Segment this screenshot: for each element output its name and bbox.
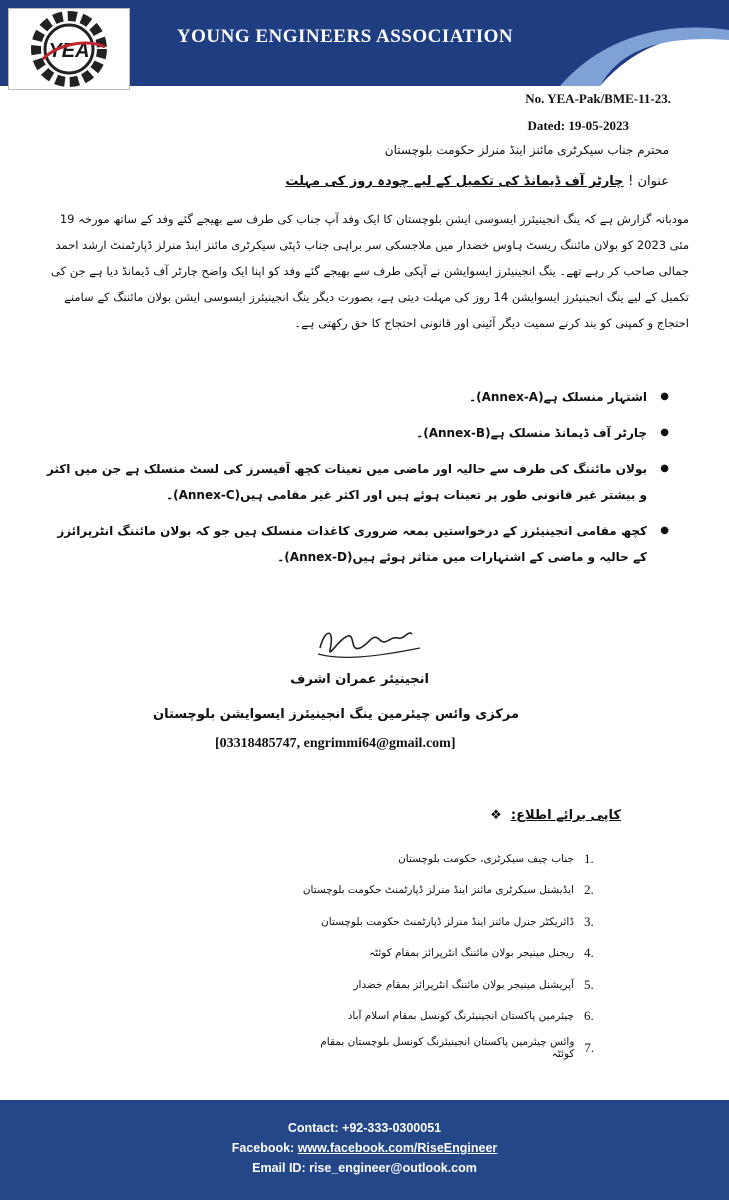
diamond-bullet-icon: ❖ (490, 808, 507, 823)
copy-item-text: وائس چیئرمین پاکستان انجینیئرنگ کونسل بلوچستان بمقام کوئٹہ (320, 1035, 575, 1060)
letter-date: Dated: 19-05-2023 (527, 118, 629, 133)
copy-item-number: 4. (584, 945, 594, 961)
copy-item-text: جناب چیف سیکرٹری، حکومت بلوچستان (398, 852, 574, 865)
copy-item-number: 2. (584, 882, 594, 898)
copy-item-number: 5. (584, 976, 594, 992)
annex-item: ● اشتہار منسلک ہے(Annex-A)۔ (40, 384, 669, 410)
subject-line (285, 174, 669, 189)
copy-heading (490, 808, 621, 823)
signatory-name: انجینیئر عمران اشرف (290, 672, 429, 687)
reference-number: No. YEA-Pak/BME-11-23. (525, 91, 671, 106)
footer-contact-block (0, 1118, 729, 1178)
yea-logo (8, 8, 130, 90)
annex-item: ● کچھ مقامی انجینیئرز کے درخواستیں بمعہ ضروری کاغذات منسلک ہیں جو کہ بولان مائننگ انٹرپرائزز کے حالیہ و ماضی کے اشتہارات میں متاثر ہوئے ہیں(Annex-D)۔ (40, 518, 669, 570)
signatory-contact: [03318485747, engrimmi64@gmail.com] (215, 736, 456, 751)
copy-item-number: 1. (584, 850, 594, 866)
addressee: محترم جناب سیکرٹری مائنز اینڈ منرلز حکومت بلوچستان (384, 143, 669, 157)
subject-label: عنوان ! (628, 174, 669, 189)
copy-list (300, 843, 604, 1064)
copy-item-number: 7. (584, 1039, 595, 1055)
handwritten-signature (300, 618, 440, 668)
signatory-title: مرکزی وائس چیئرمین ینگ انجینیئرز ایسوایشن بلوچستان (153, 707, 519, 722)
logo-text: YEA (48, 40, 90, 62)
footer-phone: Contact: +92-333-0300051 (287, 1121, 442, 1135)
facebook-link[interactable]: www.facebook.com/RiseEngineer (297, 1141, 498, 1155)
copy-item (300, 969, 604, 1001)
copy-item-number: 3. (584, 913, 594, 929)
org-name: YOUNG ENGINEERS ASSOCIATION (176, 26, 514, 47)
copy-item (300, 906, 604, 938)
gear-icon (9, 9, 129, 89)
copy-item-text: ریجنل مینیجر بولان مائننگ انٹرپرائز بمقام کوئٹہ (369, 947, 574, 960)
footer-facebook (0, 1138, 729, 1158)
letterhead (0, 0, 729, 86)
footer-email: Email ID: rise_engineer@outlook.com (252, 1161, 477, 1175)
copy-heading-text: کاپی برائے اطلاع: (510, 808, 621, 823)
copy-item-text: چیئرمین پاکستان انجینیئرنگ کونسل بمقام اسلام آباد (347, 1010, 574, 1023)
copy-item (300, 1032, 604, 1064)
copy-item-text: آپریشنل مینیجر بولان مائننگ انٹرپرائز بمقام خضدار (353, 978, 574, 991)
annex-item: ● چارٹر آف ڈیمانڈ منسلک ہے(Annex-B)۔ (40, 420, 669, 446)
copy-item (300, 1001, 604, 1033)
copy-item-number: 6. (584, 1008, 594, 1024)
subject-text: چارٹر آف ڈیمانڈ کی تکمیل کے لیے چودہ روز کی مہلت (285, 174, 624, 189)
facebook-label: Facebook: (231, 1141, 298, 1155)
annex-item: ● بولان مائننگ کی طرف سے حالیہ اور ماضی میں تعینات کچھ آفیسرز کی لسٹ منسلک ہے جن میں اکثر و بیشتر غیر قانونی طور پر تعینات ہوئے ہیں اور اکثر غیر مقامی ہیں(Annex-C)۔ (40, 456, 669, 508)
copy-item (300, 938, 604, 970)
annex-list (40, 384, 669, 580)
copy-item-text: ڈائریکٹر جنرل مائنز اینڈ منرلز ڈپارٹمنٹ حکومت بلوچستان (321, 915, 574, 928)
copy-item-text: ایڈیشنل سیکرٹری مائنز اینڈ منرلز ڈپارٹمنٹ حکومت بلوچستان (302, 884, 574, 897)
letter-body: مودبانہ گزارش ہے کہ ینگ انجینیئرز ایسوسی ایشن بلوچستان کا ایک وفد آپ جناب کی طرف سے بھیجے گئے وفد کے ساتھ مورخہ 19 مئی 2023 کو بولان مائننگ ریسٹ ہاوس خضدار میں ملاجسکی سر براہی جناب ڈپٹی سیکرٹری مائنز اینڈ منرلز ڈپارٹمنٹ ارشد احمد جمالی صاحب کر رہے تھے۔ ینگ انجینیئرز ایسوایشن نے آپکی طرف سے بھیجے گئے وفد کو اپنا ایک واضح چارٹر آف ڈیمانڈ دیا ہے جن کی تکمیل کے لیے ینگ انجینیئرز ایسوایشن 14 روز کی مہلت دیتی ہے، بصورت دیگر ینگ انجینیئرز ایسوسی ایشن بولان مائننگ کے سامنے احتجاج و کمپنی کو بند کرنے سمیت دیگر آئینی اور قانونی احتجاج کا حق رکھتی ہے۔ (51, 212, 689, 330)
copy-item (300, 843, 604, 875)
copy-item (300, 875, 604, 907)
